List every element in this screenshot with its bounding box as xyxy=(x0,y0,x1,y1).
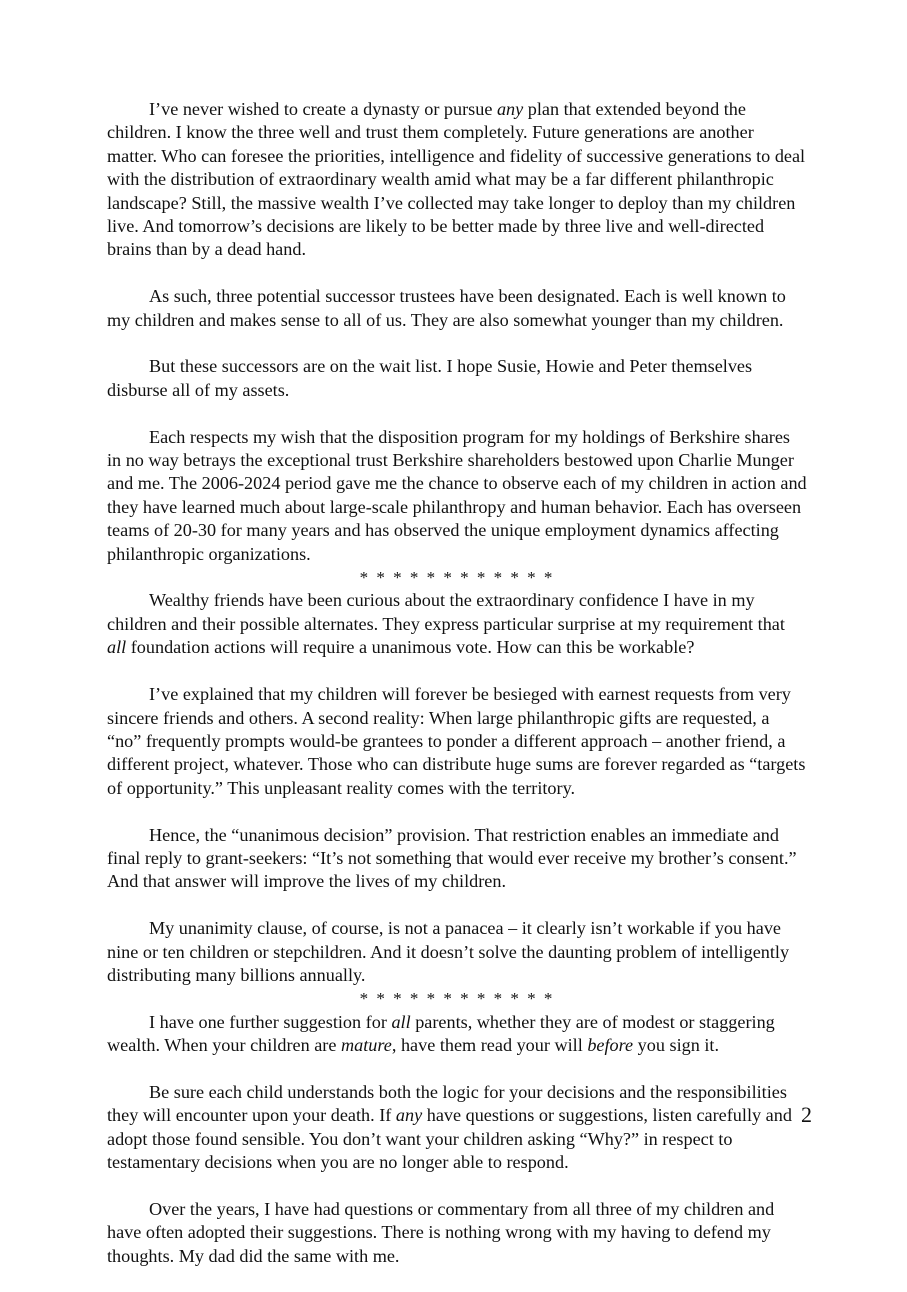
section-divider: * * * * * * * * * * * * xyxy=(359,989,555,1009)
emphasis-text: all xyxy=(107,637,127,658)
text-run: have questions or suggestions, listen carefully and adopt those found sensible. You don’t want your children asking “Why?” in respect to testamentary decisions when you are no longer able to respond. xyxy=(107,1105,792,1173)
text-run: , have them read your will xyxy=(391,1035,588,1056)
emphasis-text: any xyxy=(496,99,524,119)
text-run: I’ve never wished to create a dynasty or pursue xyxy=(149,99,497,119)
text-run: Over the years, I have had questions or commentary from all three of my children and have often adopted their suggestions. There is nothing wrong with my having to defend my thoughts. My dad did the same with me. xyxy=(107,1198,775,1266)
emphasis-text: any xyxy=(395,1105,423,1126)
paragraph xyxy=(107,1198,807,1268)
paragraph xyxy=(107,917,807,987)
paragraph xyxy=(107,98,807,262)
body-text xyxy=(107,98,807,1292)
text-run: parents, whether they are of modest or staggering wealth. When your children are xyxy=(107,1011,775,1056)
paragraph xyxy=(107,355,807,402)
text-run: plan that extended beyond the children. I know the three well and trust them completely. Future generations are another matter. Who can foresee the priorities, intelligence and fidelity of successive generations to deal with the distribution of extraordinary wealth amid what may be a far different philanthropic landscape? Still, the massive wealth I’ve collected may take longer to deploy than my children live. And tomorrow’s decisions are likely to be better made by three live and well-directed brains than by a dead hand. xyxy=(107,99,806,260)
text-run: My unanimity clause, of course, is not a panacea – it clearly isn’t workable if you have nine or ten children or stepchildren. And it doesn’t solve the daunting problem of intelligently distributing many billions annually. xyxy=(107,918,790,985)
page-number: 2 xyxy=(801,1102,812,1127)
paragraph xyxy=(107,683,807,800)
text-run: Hence, the “unanimous decision” provision. That restriction enables an immediate and final reply to grant-seekers: “It’s not something that would ever receive my brother’s consent.” And that answer will improve the lives of my children. xyxy=(107,824,797,892)
paragraph xyxy=(107,1081,807,1175)
section-divider: * * * * * * * * * * * * xyxy=(359,568,555,588)
emphasis-text: all xyxy=(391,1011,411,1032)
paragraph xyxy=(107,1011,807,1058)
paragraph xyxy=(107,824,807,894)
text-run: you sign it. xyxy=(633,1035,720,1056)
text-run: But these successors are on the wait list. I hope Susie, Howie and Peter themselves disburse all of my assets. xyxy=(107,356,753,400)
text-run: As such, three potential successor trustees have been designated. Each is well known to my children and makes sense to all of us. They are also somewhat younger than my children. xyxy=(107,286,786,330)
text-run: foundation actions will require a unanimous vote. How can this be workable? xyxy=(126,637,695,658)
paragraph xyxy=(107,426,807,566)
text-run: Be sure each child understands both the logic for your decisions and the responsibilities they will encounter upon your death. If xyxy=(107,1081,787,1126)
paragraph xyxy=(107,589,807,659)
text-run: I have one further suggestion for xyxy=(149,1011,392,1032)
emphasis-text: mature xyxy=(341,1035,392,1056)
paragraph xyxy=(107,285,807,332)
text-run: Each respects my wish that the disposition program for my holdings of Berkshire shares in no way betrays the exceptional trust Berkshire shareholders bestowed upon Charlie Munger and me. The 2006-2024 period gave me the chance to observe each of my children in action and they have learned much about large-scale philanthropy and human behavior. Each has overseen teams of 20-30 for many years and has observed the unique employment dynamics affecting philanthropic organizations. xyxy=(107,426,807,564)
text-run: Wealthy friends have been curious about the extraordinary confidence I have in my children and their possible alternates. They express particular surprise at my requirement that xyxy=(107,590,785,634)
text-run: I’ve explained that my children will forever be besieged with earnest requests from very sincere friends and others. A second reality: When large philanthropic gifts are requested, a “no” frequently prompts would-be grantees to ponder a different approach – another friend, a different project, whatever. Those who can distribute huge sums are forever regarded as “targets of opportunity.” This unpleasant reality comes with the territory. xyxy=(107,684,806,798)
emphasis-text: before xyxy=(587,1035,634,1056)
